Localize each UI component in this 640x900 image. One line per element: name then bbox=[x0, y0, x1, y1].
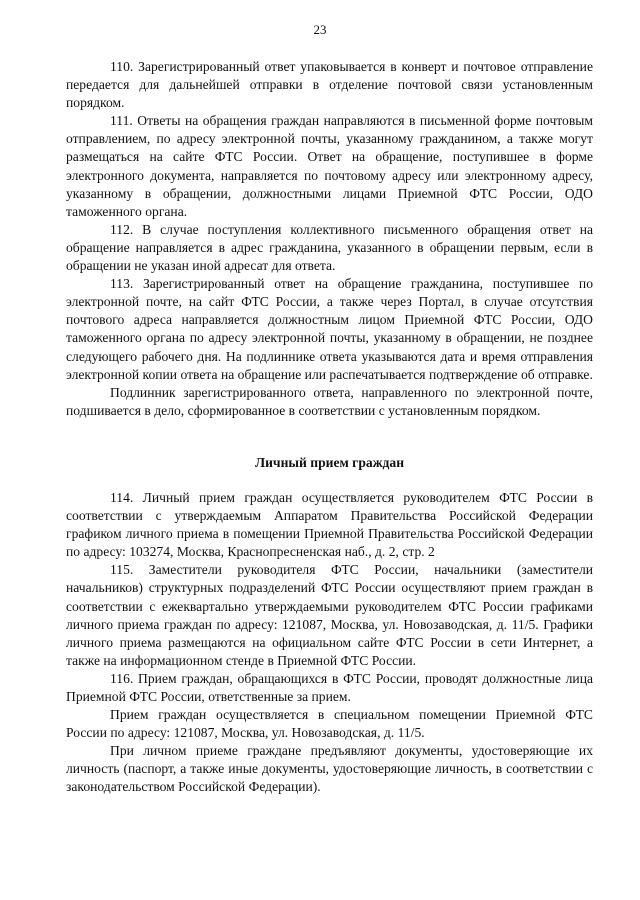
paragraph-114: 114. Личный прием граждан осуществляется руководителем ФТС России в соответствии с утверждаемым Аппаратом Правительства Российской Федерации графиком личного приема в помещении Приемной Правительства Российской Федерации по адресу: 103274, Москва, Краснопресненская наб., д. 2, стр. 2 bbox=[66, 489, 593, 560]
section-heading: Личный прием граждан bbox=[254, 454, 405, 470]
paragraph-115: 115. Заместители руководителя ФТС России, начальники (заместители начальников) структурных подразделений ФТС России осуществляют прием граждан в соответствии с ежеквартально утверждаемыми руководителем ФТС России графиками личного приема граждан по адресу: 121087, Москва, ул. Новозаводская, д. 11/5. Графики личного приема размещаются на официальном сайте ФТС России в сети Интернет, а также на информационном стенде в Приемной ФТС России. bbox=[66, 562, 593, 668]
paragraph-112: 112. В случае поступления коллективного письменного обращения ответ на обращение направляется в адрес гражданина, указанного в обращении первым, если в обращении не указан иной адресат для ответа. bbox=[66, 221, 593, 274]
page-content bbox=[66, 58, 593, 797]
paragraph-reception-place: Прием граждан осуществляется в специальном помещении Приемной ФТС России по адресу: 121087, Москва, ул. Новозаводская, д. 11/5. bbox=[66, 707, 593, 741]
paragraph-116: 116. Прием граждан, обращающихся в ФТС России, проводят должностные лица Приемной ФТС России, ответственные за прием. bbox=[66, 670, 593, 704]
paragraph-110: 110. Зарегистрированный ответ упаковывается в конверт и почтовое отправление передается для дальнейшей отправки в отделение почтовой связи установленным порядком. bbox=[66, 59, 593, 111]
paragraph-original-answer: Подлинник зарегистрированного ответа, направленного по электронной почте, подшивается в дело, сформированное в соответствии с установленным порядком. bbox=[66, 384, 593, 418]
paragraph-113: 113. Зарегистрированный ответ на обращение гражданина, поступившее по электронной почте, на сайт ФТС России, а также через Портал, в случае отсутствия почтового адреса направляется должностным лицом Приемной ФТС России, ОДО таможенного органа по адресу электронной почты, указанному в обращении, не позднее следующего рабочего дня. На подлиннике ответа указываются дата и время отправления электронной копии ответа на обращение или распечатывается подтверждение об отправке. bbox=[66, 276, 593, 382]
paragraph-documents: При личном приеме граждане предъявляют документы, удостоверяющие их личность (паспорт, а также иные документы, удостоверяющие личность, в соответствии с законодательством Российской Федерации). bbox=[66, 743, 593, 795]
paragraph-111: 111. Ответы на обращения граждан направляются в письменной форме почтовым отправлением, по адресу электронной почты, указанному гражданином, а также могут размещаться на сайте ФТС России. Ответ на обращение, поступившее в форме электронного документа, направляется по почтовому адресу или электронному адресу, указанному в обращении, должностными лицами Приемной ФТС России, ОДО таможенного органа. bbox=[66, 113, 593, 219]
page-number: 23 bbox=[313, 22, 327, 37]
